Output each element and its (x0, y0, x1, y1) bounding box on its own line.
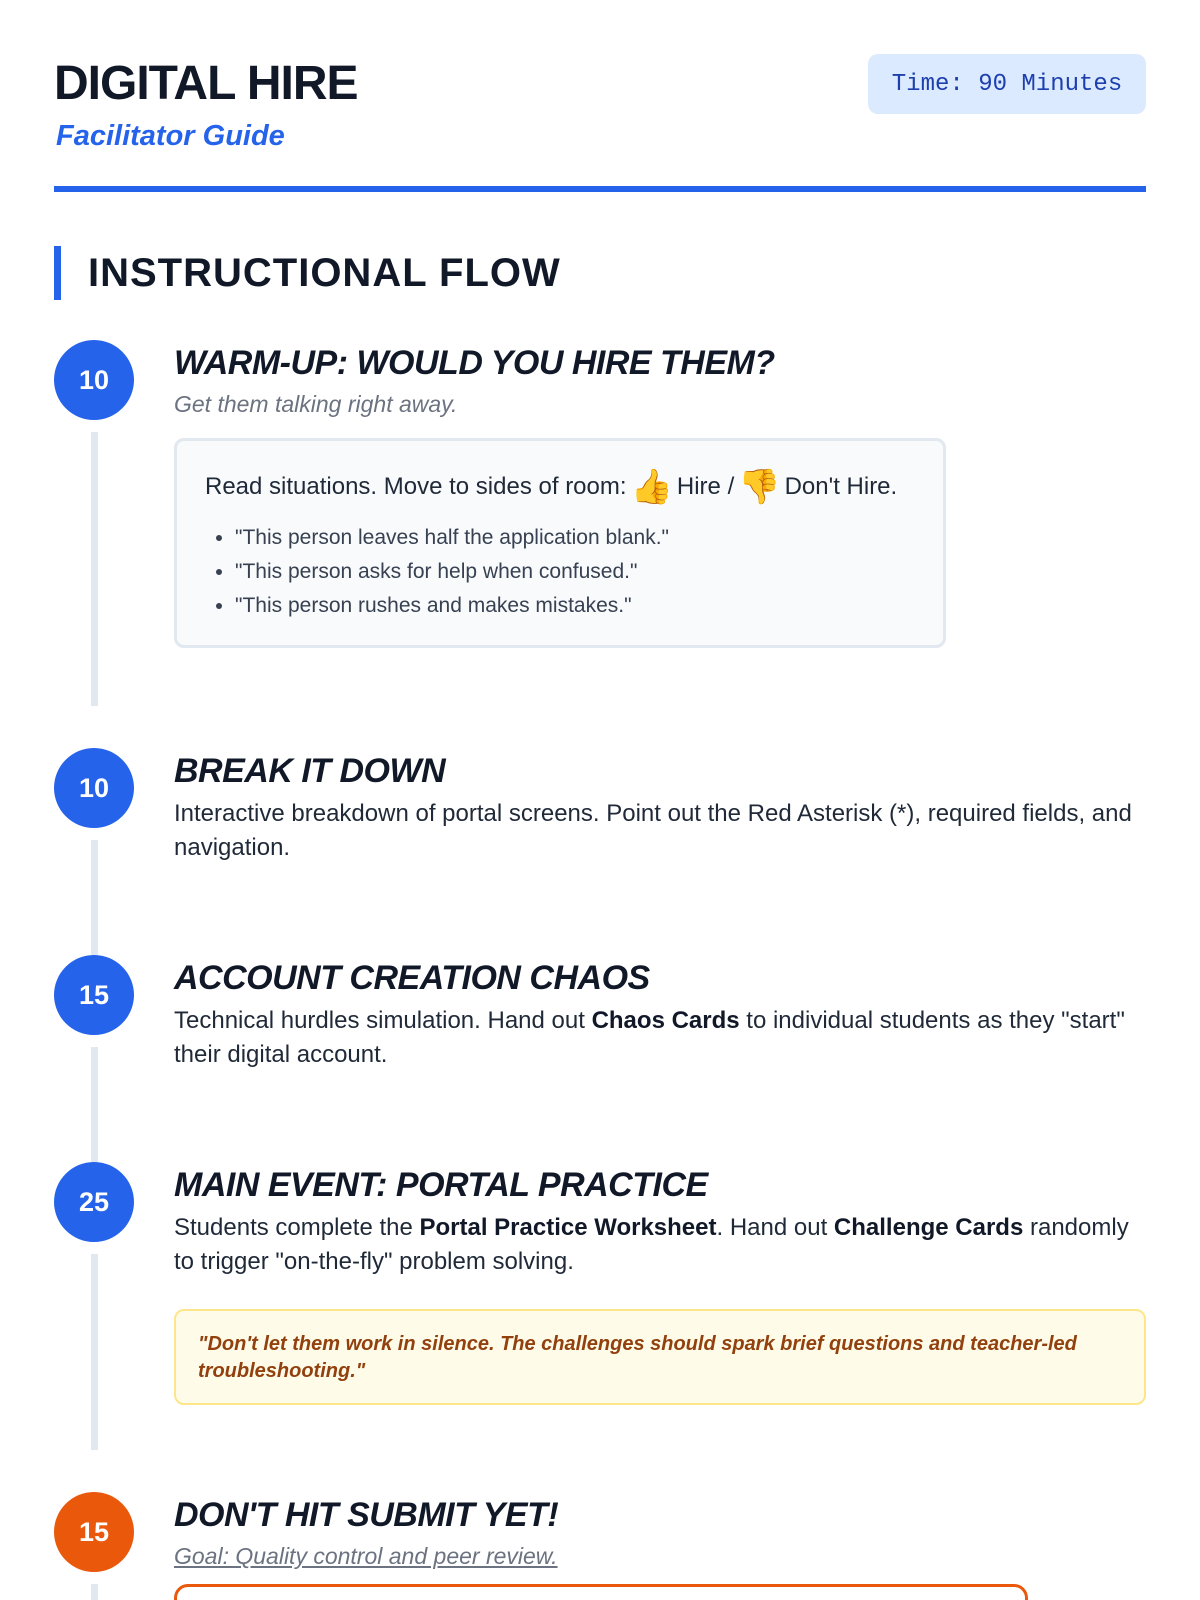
step-title: WARM-UP: WOULD YOU HIRE THEM? (174, 344, 775, 382)
situations-instruction (205, 467, 917, 507)
challenge-cards-label: Challenge Cards (833, 1214, 1024, 1241)
step-goal: Goal: Quality control and peer review. (174, 1543, 558, 1569)
step-title: ACCOUNT CREATION CHAOS (174, 959, 650, 997)
page-subtitle: Facilitator Guide (56, 120, 285, 152)
list-item: • "This person asks for help when confused." (235, 555, 917, 589)
step-title: MAIN EVENT: PORTAL PRACTICE (174, 1166, 708, 1204)
situations-box (174, 438, 946, 648)
step-content (174, 340, 1146, 648)
review-box (174, 1584, 1028, 1600)
step-minutes-badge: 15 (54, 955, 134, 1035)
timeline-line (91, 840, 98, 962)
facilitator-tip-callout: "Don't let them work in silence. The challenges should spark brief questions and teacher-led troubleshooting." (174, 1309, 1146, 1405)
step-content (174, 1492, 1146, 1600)
timeline-line (91, 1047, 98, 1169)
body-text: . Hand out (716, 1214, 834, 1241)
step-title: DON'T HIT SUBMIT YET! (174, 1496, 559, 1534)
timeline-line (91, 1584, 98, 1600)
page-title: DIGITAL HIRE (54, 57, 358, 110)
body-text: randomly to trigger "on-the-fly" problem solving. (174, 1214, 1129, 1275)
step-body (174, 1004, 1146, 1072)
chaos-cards-label: Chaos Cards (591, 1007, 740, 1034)
worksheet-label: Portal Practice Worksheet (419, 1214, 717, 1241)
section-title: INSTRUCTIONAL FLOW (88, 250, 561, 295)
timeline-line (91, 1254, 98, 1450)
step-minutes-badge: 15 (54, 1492, 134, 1572)
list-item: • "This person leaves half the application blank." (235, 521, 917, 555)
step-content (174, 955, 1146, 1072)
step-content (174, 1162, 1146, 1405)
step-minutes-badge: 10 (54, 748, 134, 828)
step-minutes-badge: 25 (54, 1162, 134, 1242)
step-minutes-badge: 10 (54, 340, 134, 420)
step-title: BREAK IT DOWN (174, 752, 446, 790)
step-body (174, 1211, 1146, 1279)
step-content (174, 748, 1146, 865)
dont-hire-label: Don't Hire. (784, 473, 898, 500)
page-header (54, 0, 1146, 192)
thumbs-up-icon: 👍 (630, 468, 673, 506)
section-heading (54, 246, 561, 300)
step-body: Interactive breakdown of portal screens. Point out the Red Asterisk (*), required fields, and navigation. (174, 800, 1132, 861)
thumbs-down-icon: 👎 (738, 468, 781, 506)
instruction-text: Read situations. Move to sides of room: (205, 473, 627, 500)
timeline-line (91, 432, 98, 706)
step-subtitle: Get them talking right away. (174, 391, 458, 417)
body-text: to individual students as they "start" their digital account. (174, 1007, 1125, 1068)
hire-label: Hire / (676, 473, 735, 500)
body-text: Technical hurdles simulation. Hand out (174, 1007, 592, 1034)
list-item: • "This person rushes and makes mistakes." (235, 589, 917, 623)
body-text: Students complete the (174, 1214, 420, 1241)
situations-list (205, 521, 917, 623)
time-badge: Time: 90 Minutes (868, 54, 1146, 114)
